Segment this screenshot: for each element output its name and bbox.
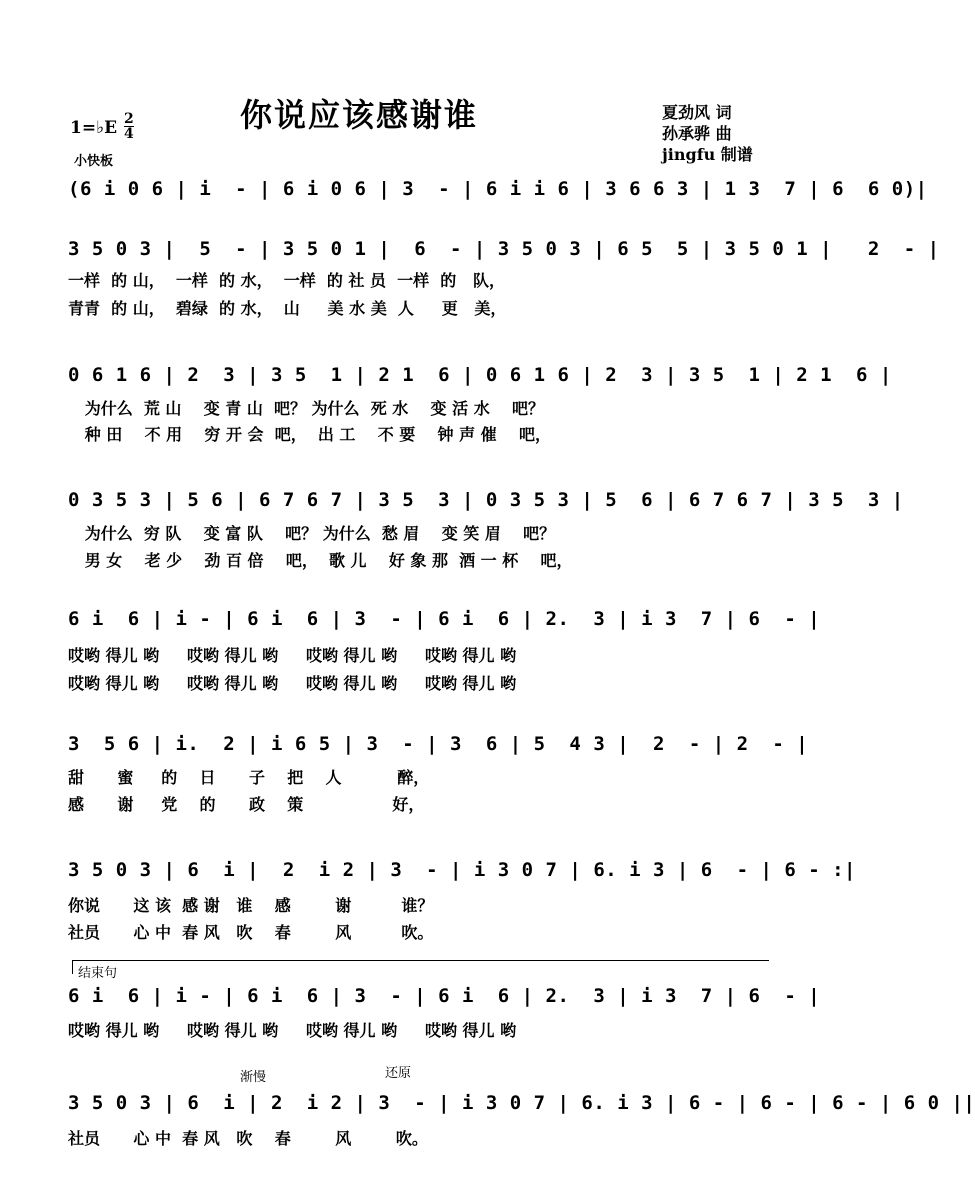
time-signature-top: 2 [124,111,134,127]
system-7-lyric-verse-2: 社员 心 中 春 风 吹 春 风 吹。 [68,923,434,942]
system-5-notes: 6 i 6 | i - | 6 i 6 | 3 - | 6 i 6 | 2. 3 | i 3 7 | 6 - | [68,608,821,630]
system-6-notes: 3 5 6 | i. 2 | i 6 5 | 3 - | 3 6 | 5 4 3 | 2 - | 2 - | [68,733,809,755]
a-tempo-marking: 还原 [385,1066,412,1081]
system-3-notes: 0 6 1 6 | 2 3 | 3 5 1 | 2 1 6 | 0 6 1 6 | 2 3 | 3 5 1 | 2 1 6 | [68,364,892,386]
system-4-lyric-verse-2: 男 女 老 少 劲 百 倍 吧， 歌 儿 好 象 那 酒 一 杯 吧， [68,551,573,570]
song-title: 你说应该感谢谁 [240,96,479,134]
system-3-lyric-verse-2: 种 田 不 用 穷 开 会 吧， 出 工 不 要 钟 声 催 吧， [68,425,551,444]
composer: 孙承骅 曲 [662,124,732,143]
system-5-lyric-verse-1: 哎哟 得儿 哟 哎哟 得儿 哟 哎哟 得儿 哟 哎哟 得儿 哟 [68,646,517,665]
ending-bracket-line [72,960,769,961]
lyricist: 夏劲风 词 [662,103,732,122]
ending-bracket-tick [72,960,73,974]
credits [662,102,753,165]
tempo-marking: 小快板 [74,154,114,169]
system-6-lyric-verse-2: 感 谢 党 的 政 策 好， [68,795,425,814]
system-2-lyric-verse-2: 青青 的 山， 碧绿 的 水， 山 美 水 美 人 更 美， [68,299,507,318]
system-7-lyric-verse-1: 你说 这 该 感 谢 谁 感 谢 谁？ [68,896,434,915]
time-signature-bottom: 4 [124,126,134,142]
system-4-notes: 0 3 5 3 | 5 6 | 6 7 6 7 | 3 5 3 | 0 3 5 3 | 5 6 | 6 7 6 7 | 3 5 3 | [68,489,904,511]
system-8-lyric: 哎哟 得儿 哟 哎哟 得儿 哟 哎哟 得儿 哟 哎哟 得儿 哟 [68,1021,517,1040]
system-1-notes: (6 i 0 6 | i - | 6 i 0 6 | 3 - | 6 i i 6 | 3 6 6 3 | 1 3 7 | 6 6 0)| [68,178,928,200]
system-4-lyric-verse-1: 为什么 穷 队 变 富 队 吧？ 为什么 愁 眉 变 笑 眉 吧？ [68,524,556,543]
system-9-notes: 3 5 0 3 | 6 i | 2 i 2 | 3 - | i 3 0 7 | 6. i 3 | 6 - | 6 - | 6 - | 6 0 || [68,1092,975,1114]
ritardando-marking: 渐慢 [240,1070,267,1085]
system-2-notes: 3 5 0 3 | 5 - | 3 5 0 1 | 6 - | 3 5 0 3 | 6 5 5 | 3 5 0 1 | 2 - | [68,238,940,260]
system-8-notes: 6 i 6 | i - | 6 i 6 | 3 - | 6 i 6 | 2. 3 | i 3 7 | 6 - | [68,985,821,1007]
key-signature: 1=♭E [70,118,118,138]
ending-label: 结束句 [78,966,118,981]
system-2-lyric-verse-1: 一样 的 山， 一样 的 水， 一样 的 社 员 一样 的 队， [68,271,505,290]
system-6-lyric-verse-1: 甜 蜜 的 日 子 把 人 醉， [68,768,430,787]
engraver: jingfu 制谱 [662,145,753,164]
system-9-lyric: 社员 心 中 春 风 吹 春 风 吹。 [68,1129,428,1148]
system-5-lyric-verse-2: 哎哟 得儿 哟 哎哟 得儿 哟 哎哟 得儿 哟 哎哟 得儿 哟 [68,674,517,693]
system-7-notes: 3 5 0 3 | 6 i | 2 i 2 | 3 - | i 3 0 7 | 6. i 3 | 6 - | 6 - :| [68,859,856,881]
system-3-lyric-verse-1: 为什么 荒 山 变 青 山 吧？ 为什么 死 水 变 活 水 吧？ [68,399,544,418]
time-signature [124,112,134,141]
